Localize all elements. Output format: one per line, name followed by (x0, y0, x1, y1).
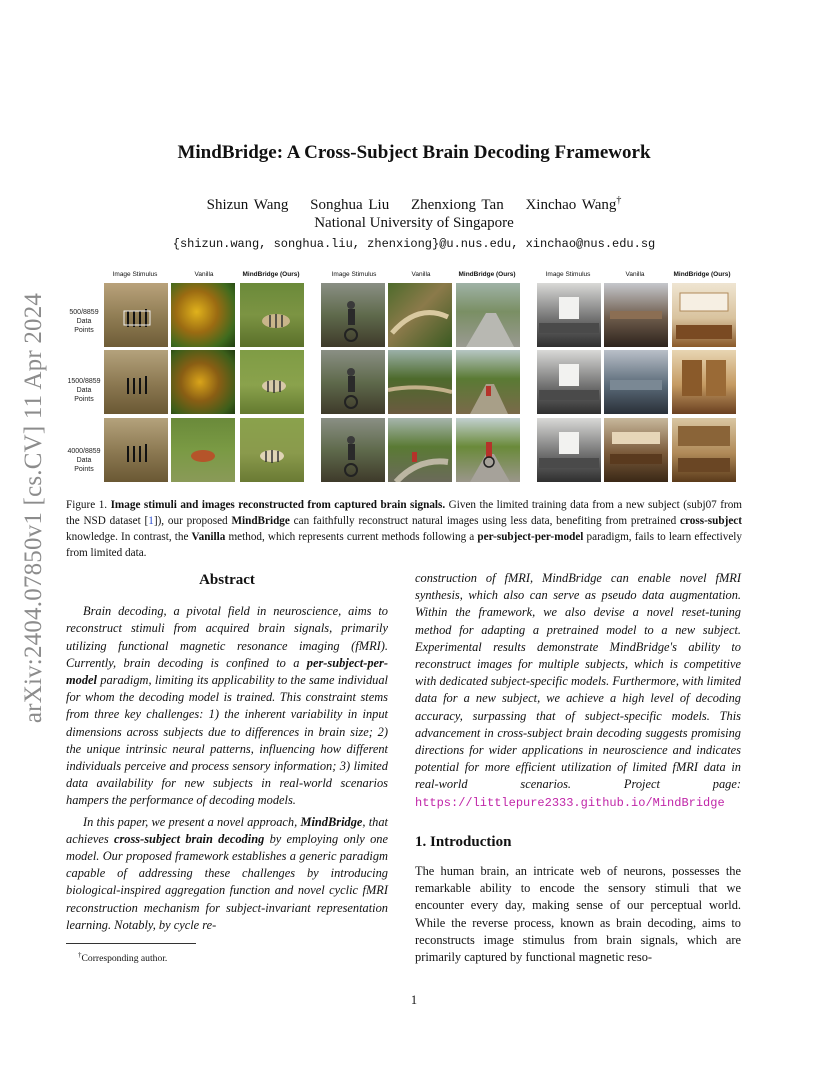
vanilla-reconstruction-image (171, 350, 235, 414)
author-name: Songhua Liu (310, 197, 390, 213)
column-header: Image Stimulus (545, 271, 591, 278)
abstract-paragraph: In this paper, we present a novel approach, MindBridge, that achieves cross-subject brain decoding by employing only one model. Our proposed framework establishes a generic paradigm capable of addressing these challenges by introducing biological-inspired aggregation function and novel cyclic fMRI reconstruction mechanism for subject-invariant representation learning. Notably, by cycle re- (66, 814, 388, 932)
intro-paragraph: The human brain, an intricate web of neurons, possesses the remarkable ability to encode the sensory stimuli that we encounter every day, making sense of our perceptual world. While the reverse process, known as brain decoding, aims to reconstructs image stimulus from brain signals, which are primarily captured by functional magnetic reso- (415, 864, 741, 965)
mindbridge-reconstruction-image (456, 418, 520, 482)
mindbridge-reconstruction-image (672, 350, 736, 414)
column-header: MindBridge (Ours) (242, 271, 300, 278)
project-page-link[interactable]: https://littlepure2333.github.io/MindBridge (415, 795, 725, 810)
author-name: Shizun Wang (206, 197, 289, 213)
mindbridge-reconstruction-image (672, 418, 736, 482)
paper-title: MindBridge: A Cross-Subject Brain Decoding Framework (177, 142, 651, 163)
vanilla-reconstruction-image (388, 350, 452, 414)
abstract-paragraph: Brain decoding, a pivotal field in neuroscience, aims to reconstruct stimuli from acquired brain signals, primarily utilizing functional magnetic resonance imaging (fMRI). Currently, brain decoding is confined to a per-subject-per-model paradigm, limiting its applicability to the same individual for whom the decoding model is trained. This constraint stems from three key challenges: 1) the inherent variability in input dimensions across subjects due to differences in brain size; 2) the unique intrinsic neural patterns, influencing how different individuals perceive and process sensory information; 3) limited data availability for new subjects in real-world scenarios hampers the performance of decoding models. (66, 604, 388, 808)
vanilla-reconstruction-image (388, 283, 452, 347)
column-header: Vanilla (411, 271, 431, 278)
vanilla-reconstruction-image (604, 283, 668, 347)
vanilla-reconstruction-image (171, 283, 235, 347)
citation-link[interactable]: 1 (148, 515, 154, 527)
page-number: 1 (410, 993, 418, 1007)
cyclist-stimulus-image (321, 418, 385, 482)
vanilla-reconstruction-image (604, 418, 668, 482)
footnote-rule (66, 943, 196, 944)
mindbridge-reconstruction-image (240, 350, 304, 414)
section-heading: 1. Introduction (415, 833, 512, 850)
arxiv-side-stamp (14, 288, 54, 728)
footnote: †Corresponding author. (78, 951, 168, 965)
vanilla-reconstruction-image (604, 350, 668, 414)
row-label: 500/8859 Data Points (69, 309, 99, 334)
column-header: Image Stimulus (112, 271, 158, 278)
cyclist-stimulus-image (321, 283, 385, 347)
mindbridge-reconstruction-image (672, 283, 736, 347)
mindbridge-reconstruction-image (240, 283, 304, 347)
zebra-stimulus-image (104, 350, 168, 414)
zebra-stimulus-image (104, 283, 168, 347)
author-name: Xinchao Wang (525, 197, 617, 213)
kitchen-stimulus-image (537, 418, 601, 482)
kitchen-stimulus-image (537, 350, 601, 414)
author-name: Zhenxiong Tan (410, 197, 504, 213)
abstract-heading: Abstract (199, 572, 255, 588)
zebra-stimulus-image (104, 418, 168, 482)
arxiv-identifier: arXiv:2404.07850v1 [cs.CV] 11 Apr 2024 (20, 292, 47, 724)
mindbridge-reconstruction-image (240, 418, 304, 482)
row-label: 1500/8859 Data Points (67, 378, 101, 403)
affiliation: National University of Singapore (314, 215, 514, 231)
figure-1 (66, 266, 741, 473)
author-emails: {shizun.wang, songhua.liu, zhenxiong}@u.nus.edu, xinchao@nus.edu.sg (172, 237, 656, 251)
mindbridge-reconstruction-image (456, 283, 520, 347)
row-label: 4000/8859 Data Points (67, 448, 101, 473)
figure-caption: Figure 1. Image stimuli and images reconstructed from captured brain signals. Given the limited training data from a new subject (subj07 from the NSD dataset [1]), our proposed MindBridge can faithfully reconstruct natural images using less data, benefiting from pretrained cross-subject knowledge. In contrast, the Vanilla method, which represents current methods following a per-subject-per-model paradigm, fails to learn effectively from limited data. (66, 499, 742, 559)
abstract-paragraph: construction of fMRI, MindBridge can enable novel fMRI synthesis, which also can serve as pseudo data augmentation. Within the framework, we also devise a novel reset-tuning method for adapting a pretrained model to a new subject. Experimental results demonstrate MindBridge's ability to reconstruct images for multiple subjects, which is competitive with dedicated subject-specific models. Furthermore, with limited data for a new subject, we achieve a high level of decoding accuracy, surpassing that of subject-specific models. This advancement in cross-subject brain decoding suggests promising directions for wider applications in neuroscience and indicates potential for more efficient utilization of limited fMRI data in real-world scenarios. Project page: https://littlepure2333.github.io/MindBridge (415, 571, 741, 810)
vanilla-reconstruction-image (171, 418, 235, 482)
mindbridge-reconstruction-image (456, 350, 520, 414)
cyclist-stimulus-image (321, 350, 385, 414)
author-list (0, 195, 828, 214)
kitchen-stimulus-image (537, 283, 601, 347)
column-header: MindBridge (Ours) (673, 271, 731, 278)
right-column (415, 570, 741, 966)
vanilla-reconstruction-image (388, 418, 452, 482)
left-column (66, 572, 388, 934)
column-header: Vanilla (625, 271, 645, 278)
corresponding-mark: † (616, 195, 622, 206)
column-header: Vanilla (194, 271, 214, 278)
column-header: Image Stimulus (331, 271, 377, 278)
column-header: MindBridge (Ours) (458, 271, 516, 278)
